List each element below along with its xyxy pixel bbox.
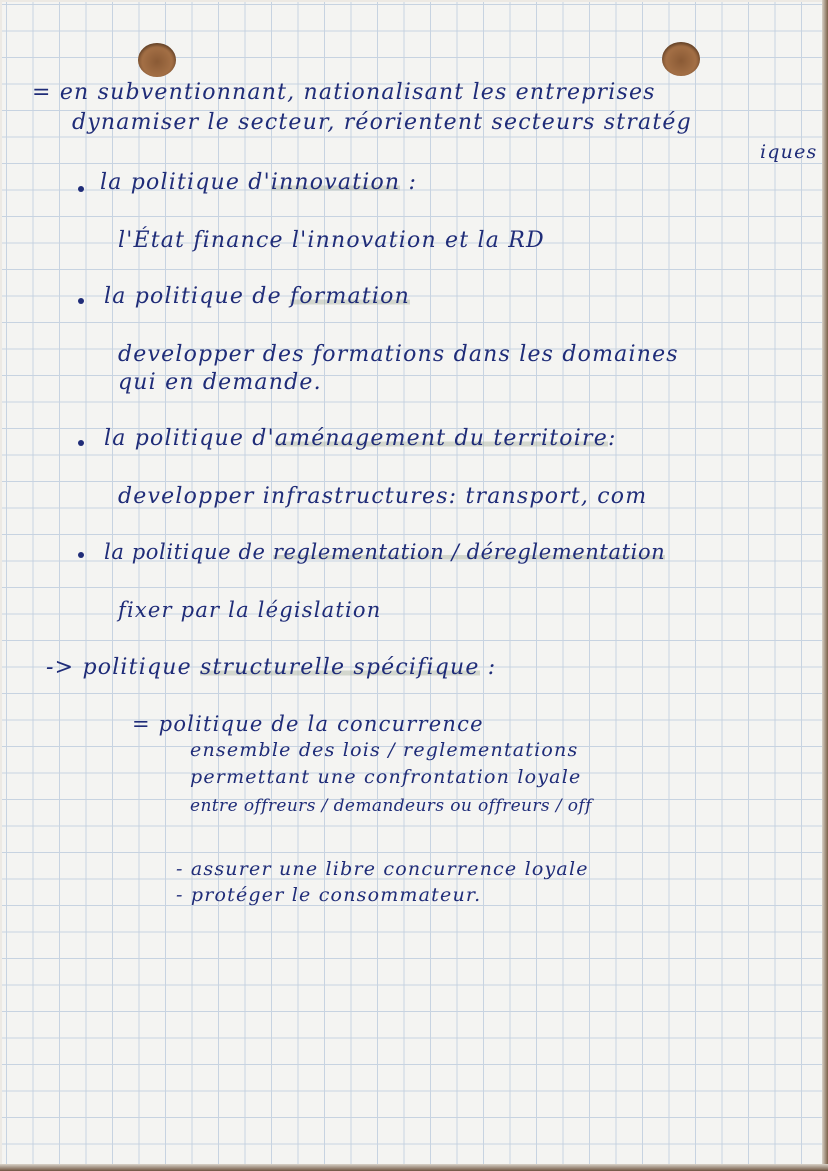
desk-edge-right [822, 0, 828, 1171]
bullet-1 [78, 186, 84, 192]
item1-body: l'État finance l'innovation et la RD [118, 228, 545, 253]
goal-2: - protéger le consommateur. [176, 884, 482, 906]
note-line-2: dynamiser le secteur, réorientent secteurs stratég [72, 110, 692, 135]
desk-edge-bottom [0, 1164, 828, 1171]
item4-title: la politique de reglementation / déreglementation [104, 540, 666, 564]
structural-title: -> politique structurelle spécifique : [46, 655, 497, 680]
concurrence-line-2: permettant une confrontation loyale [190, 766, 582, 788]
concurrence-line-3: entre offreurs / demandeurs ou offreurs / off [190, 796, 592, 816]
punch-hole-right [662, 42, 700, 76]
item2-body-1: developper des formations dans les domaines [118, 342, 679, 367]
note-line-1: = en subventionnant, nationalisant les entreprises [32, 80, 656, 105]
bullet-2 [78, 298, 84, 304]
concurrence-title: = politique de la concurrence [132, 712, 484, 736]
goal-1: - assurer une libre concurrence loyale [176, 858, 589, 880]
item1-title: la politique d'innovation : [100, 170, 418, 195]
item2-body-2: qui en demande. [118, 370, 322, 395]
item4-body: fixer par la législation [118, 598, 382, 622]
bullet-3 [78, 440, 84, 446]
note-line-3: iques [760, 141, 818, 163]
punch-hole-left [138, 43, 176, 77]
item2-title: la politique de formation [104, 284, 410, 309]
item3-body: developper infrastructures: transport, com [118, 484, 648, 509]
item3-title: la politique d'aménagement du territoire: [104, 426, 617, 451]
concurrence-line-1: ensemble des lois / reglementations [190, 739, 579, 761]
bullet-4 [78, 552, 84, 558]
